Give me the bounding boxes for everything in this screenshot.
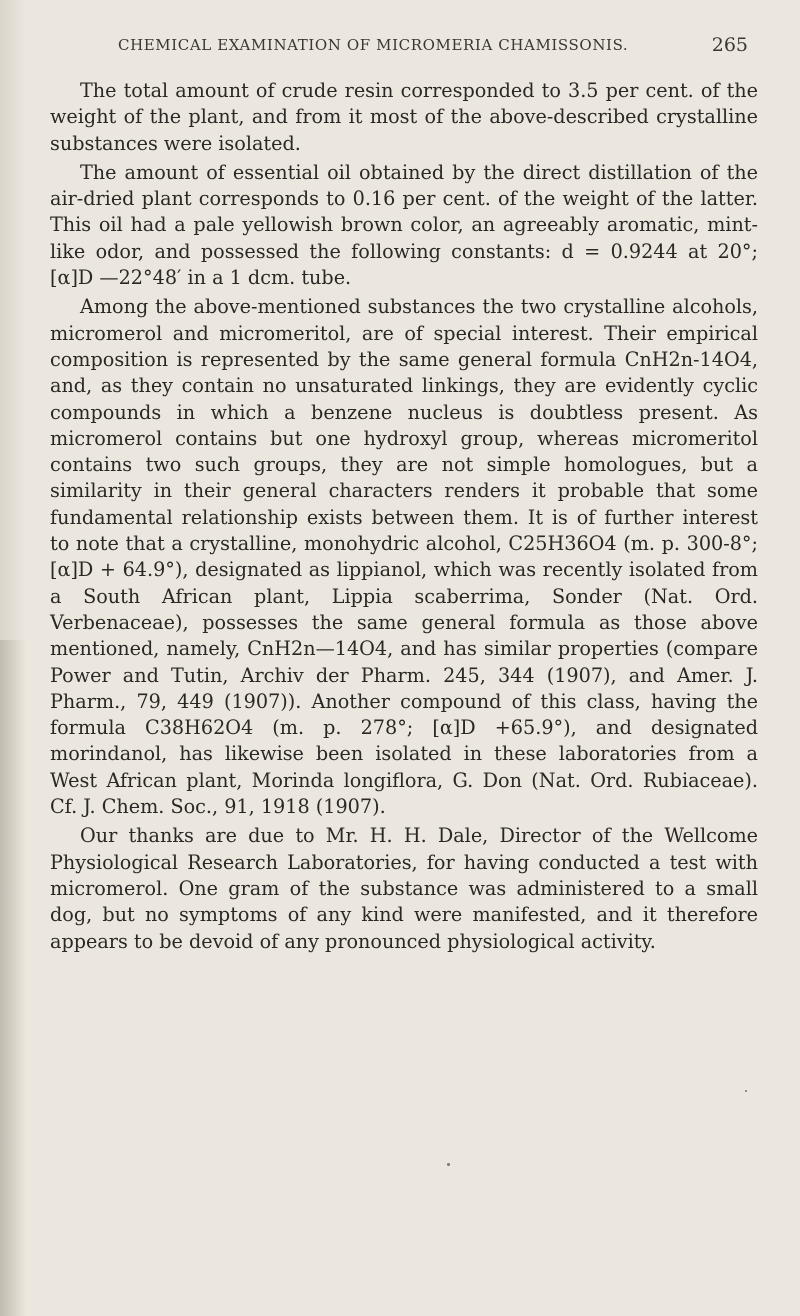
body-text [50, 78, 758, 955]
paragraph: Our thanks are due to Mr. H. H. Dale, Director of the Wellcome Physiological Research Laboratories, for having conducted a test with micromerol. One gram of the substance was administered to a small dog, but no symptoms of any kind were manifested, and it therefore appears to be devoid of any pronounced physiological activity. [50, 824, 758, 953]
paper-speck [745, 1090, 747, 1092]
paragraph: The total amount of crude resin corresponded to 3.5 per cent. of the weight of the plant, and from it most of the above-described crystalline substances were isolated. [50, 79, 758, 155]
running-title: CHEMICAL EXAMINATION OF MICROMERIA CHAMISSONIS. [118, 36, 629, 54]
page-shadow [0, 0, 26, 640]
paragraph: Among the above-mentioned substances the two crystalline alcohols, micromerol and micromeritol, are of special interest. Their empirical composition is represented by the same general formula CnH2n-14O4, and, as they contain no unsaturated linkings, they are evidently cyclic compounds in which a benzene nucleus is doubtless present. As micromerol contains but one hydroxyl group, whereas micromeritol contains two such groups, they are not simple homologues, but a similarity in their general characters renders it probable that some fundamental relationship exists between them. It is of further interest to note that a crystalline, monohydric alcohol, C25H36O4 (m. p. 300-8°; [α]D + 64.9°), designated as lippianol, which was recently isolated from a South African plant, Lippia scaberrima, Sonder (Nat. Ord. Verbenaceae), possesses the same general formula as those above mentioned, namely, CnH2n—14O4, and has similar properties (compare Power and Tutin, Archiv der Pharm. 245, 344 (1907), and Amer. J. Pharm., 79, 449 (1907)). Another compound of this class, having the formula C38H62O4 (m. p. 278°; [α]D +65.9°), and designated morindanol, has likewise been isolated in these laboratories from a West African plant, Morinda longiflora, G. Don (Nat. Ord. Rubiaceae). Cf. J. Chem. Soc., 91, 1918 (1907). [50, 295, 758, 819]
paragraph: The amount of essential oil obtained by the direct distillation of the air-dried plant corresponds to 0.16 per cent. of the weight of the latter. This oil had a pale yellowish brown color, an agreeably aromatic, mint-like odor, and possessed the following constants: d = 0.9244 at 20°; [α]D —22°48′ in a 1 dcm. tube. [50, 160, 758, 290]
page-number: 265 [711, 34, 748, 56]
page-shadow [0, 640, 26, 1316]
paper-speck [447, 1163, 450, 1166]
